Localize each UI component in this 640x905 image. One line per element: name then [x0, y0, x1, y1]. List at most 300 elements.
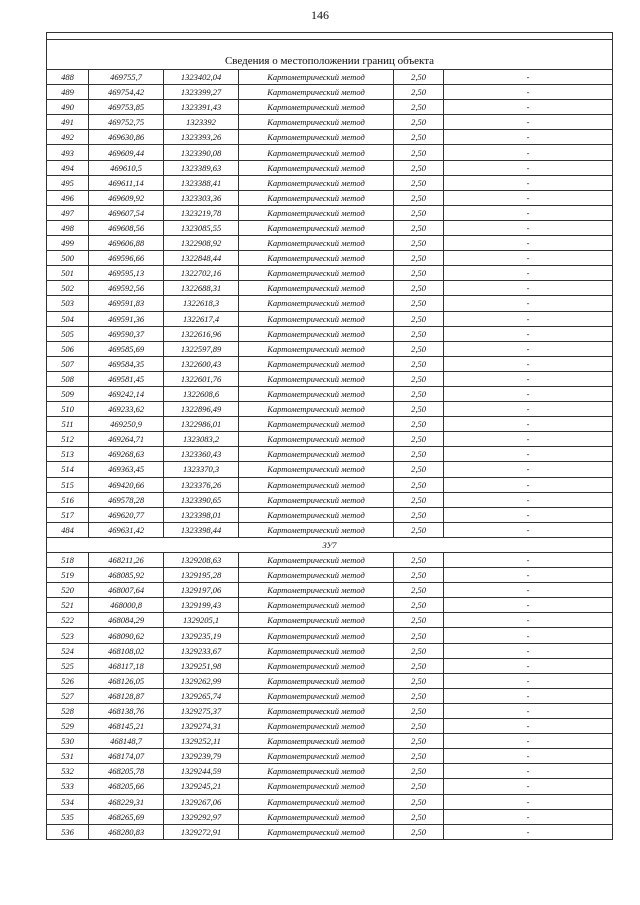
method-cell: Картометрический метод: [239, 703, 394, 718]
y-coordinate-cell: 1323389,63: [164, 160, 239, 175]
table-row: [47, 688, 613, 703]
description-cell: -: [444, 688, 613, 703]
error-cell: 2,50: [394, 462, 444, 477]
table-row: [47, 220, 613, 235]
table-row: [47, 386, 613, 401]
method-cell: Картометрический метод: [239, 613, 394, 628]
error-cell: 2,50: [394, 719, 444, 734]
y-coordinate-cell: 1329267,06: [164, 794, 239, 809]
description-cell: -: [444, 266, 613, 281]
description-cell: -: [444, 175, 613, 190]
x-coordinate-cell: 469752,75: [89, 115, 164, 130]
description-cell: -: [444, 145, 613, 160]
description-cell: -: [444, 281, 613, 296]
error-cell: 2,50: [394, 688, 444, 703]
error-cell: 2,50: [394, 220, 444, 235]
point-number-cell: 495: [47, 175, 89, 190]
point-number-cell: 502: [47, 281, 89, 296]
method-cell: Картометрический метод: [239, 507, 394, 522]
error-cell: 2,50: [394, 386, 444, 401]
method-cell: Картометрический метод: [239, 658, 394, 673]
error-cell: 2,50: [394, 205, 444, 220]
method-cell: Картометрический метод: [239, 628, 394, 643]
table-row: [47, 341, 613, 356]
method-cell: Картометрический метод: [239, 266, 394, 281]
y-coordinate-cell: 1329245,21: [164, 779, 239, 794]
error-cell: 2,50: [394, 703, 444, 718]
x-coordinate-cell: 468117,18: [89, 658, 164, 673]
point-number-cell: 498: [47, 220, 89, 235]
error-cell: 2,50: [394, 492, 444, 507]
description-cell: -: [444, 205, 613, 220]
error-cell: 2,50: [394, 824, 444, 839]
method-cell: Картометрический метод: [239, 417, 394, 432]
table-row: [47, 658, 613, 673]
method-cell: Картометрический метод: [239, 583, 394, 598]
y-coordinate-cell: 1322688,31: [164, 281, 239, 296]
y-coordinate-cell: 1322617,4: [164, 311, 239, 326]
page-number: 146: [311, 8, 329, 22]
table-row: [47, 205, 613, 220]
description-cell: -: [444, 220, 613, 235]
table-row: [47, 371, 613, 386]
description-cell: -: [444, 492, 613, 507]
point-number-cell: 531: [47, 749, 89, 764]
y-coordinate-cell: 1323392: [164, 115, 239, 130]
x-coordinate-cell: 469609,92: [89, 190, 164, 205]
error-cell: 2,50: [394, 643, 444, 658]
method-cell: Картометрический метод: [239, 749, 394, 764]
point-number-cell: 504: [47, 311, 89, 326]
point-number-cell: 520: [47, 583, 89, 598]
method-cell: Картометрический метод: [239, 764, 394, 779]
x-coordinate-cell: 469611,14: [89, 175, 164, 190]
x-coordinate-cell: 468205,66: [89, 779, 164, 794]
x-coordinate-cell: 469250,9: [89, 417, 164, 432]
table-row: [47, 568, 613, 583]
description-cell: -: [444, 462, 613, 477]
description-cell: -: [444, 719, 613, 734]
point-number-cell: 527: [47, 688, 89, 703]
point-number-cell: 509: [47, 386, 89, 401]
x-coordinate-cell: 469596,66: [89, 251, 164, 266]
error-cell: 2,50: [394, 417, 444, 432]
method-cell: Картометрический метод: [239, 220, 394, 235]
point-number-cell: 528: [47, 703, 89, 718]
description-cell: -: [444, 326, 613, 341]
method-cell: Картометрический метод: [239, 824, 394, 839]
point-number-cell: 488: [47, 70, 89, 85]
description-cell: -: [444, 583, 613, 598]
table-row: [47, 70, 613, 85]
table-row: [47, 598, 613, 613]
point-number-cell: 525: [47, 658, 89, 673]
table-row: [47, 402, 613, 417]
method-cell: Картометрический метод: [239, 794, 394, 809]
error-cell: 2,50: [394, 809, 444, 824]
point-number-cell: 516: [47, 492, 89, 507]
x-coordinate-cell: 468090,62: [89, 628, 164, 643]
table-row: [47, 794, 613, 809]
method-cell: Картометрический метод: [239, 70, 394, 85]
table-row: [47, 251, 613, 266]
y-coordinate-cell: 1322597,89: [164, 341, 239, 356]
description-cell: -: [444, 749, 613, 764]
description-cell: -: [444, 673, 613, 688]
y-coordinate-cell: 1329205,1: [164, 613, 239, 628]
x-coordinate-cell: 469607,54: [89, 205, 164, 220]
y-coordinate-cell: 1323370,3: [164, 462, 239, 477]
section-row: [47, 537, 613, 552]
y-coordinate-cell: 1322616,96: [164, 326, 239, 341]
point-number-cell: 499: [47, 236, 89, 251]
x-coordinate-cell: 468000,8: [89, 598, 164, 613]
point-number-cell: 513: [47, 447, 89, 462]
y-coordinate-cell: 1322702,16: [164, 266, 239, 281]
description-cell: -: [444, 160, 613, 175]
description-cell: -: [444, 703, 613, 718]
y-coordinate-cell: 1323398,44: [164, 522, 239, 537]
y-coordinate-cell: 1329239,79: [164, 749, 239, 764]
table-row: [47, 432, 613, 447]
error-cell: 2,50: [394, 749, 444, 764]
y-coordinate-cell: 1329252,11: [164, 734, 239, 749]
y-coordinate-cell: 1329265,74: [164, 688, 239, 703]
x-coordinate-cell: 468229,31: [89, 794, 164, 809]
description-cell: -: [444, 522, 613, 537]
method-cell: Картометрический метод: [239, 477, 394, 492]
error-cell: 2,50: [394, 281, 444, 296]
error-cell: 2,50: [394, 311, 444, 326]
y-coordinate-cell: 1322848,44: [164, 251, 239, 266]
point-number-cell: 492: [47, 130, 89, 145]
point-number-cell: 536: [47, 824, 89, 839]
method-cell: Картометрический метод: [239, 447, 394, 462]
error-cell: 2,50: [394, 628, 444, 643]
table-row: [47, 719, 613, 734]
method-cell: Картометрический метод: [239, 734, 394, 749]
error-cell: 2,50: [394, 734, 444, 749]
x-coordinate-cell: 469584,35: [89, 356, 164, 371]
x-coordinate-cell: 469595,13: [89, 266, 164, 281]
point-number-cell: 514: [47, 462, 89, 477]
description-cell: -: [444, 115, 613, 130]
table-row: [47, 522, 613, 537]
table-row: [47, 553, 613, 568]
x-coordinate-cell: 469609,44: [89, 145, 164, 160]
y-coordinate-cell: 1323083,2: [164, 432, 239, 447]
y-coordinate-cell: 1329292,97: [164, 809, 239, 824]
point-number-cell: 518: [47, 553, 89, 568]
description-cell: -: [444, 356, 613, 371]
y-coordinate-cell: 1329244,59: [164, 764, 239, 779]
x-coordinate-cell: 468211,26: [89, 553, 164, 568]
method-cell: Картометрический метод: [239, 205, 394, 220]
point-number-cell: 505: [47, 326, 89, 341]
x-coordinate-cell: 469620,77: [89, 507, 164, 522]
y-coordinate-cell: 1322908,92: [164, 236, 239, 251]
method-cell: Картометрический метод: [239, 719, 394, 734]
x-coordinate-cell: 469592,56: [89, 281, 164, 296]
point-number-cell: 526: [47, 673, 89, 688]
description-cell: -: [444, 251, 613, 266]
error-cell: 2,50: [394, 598, 444, 613]
x-coordinate-cell: 469606,88: [89, 236, 164, 251]
table-row: [47, 326, 613, 341]
error-cell: 2,50: [394, 764, 444, 779]
table-row: [47, 507, 613, 522]
description-cell: -: [444, 477, 613, 492]
method-cell: Картометрический метод: [239, 100, 394, 115]
y-coordinate-cell: 1322618,3: [164, 296, 239, 311]
description-cell: -: [444, 341, 613, 356]
method-cell: Картометрический метод: [239, 462, 394, 477]
table-row: [47, 628, 613, 643]
error-cell: 2,50: [394, 477, 444, 492]
table-title: Сведения о местоположении границ объекта: [47, 40, 613, 70]
x-coordinate-cell: 468148,7: [89, 734, 164, 749]
boundary-coordinates-table: [46, 32, 613, 840]
y-coordinate-cell: 1322601,76: [164, 371, 239, 386]
point-number-cell: 519: [47, 568, 89, 583]
table-row: [47, 145, 613, 160]
x-coordinate-cell: 469233,62: [89, 402, 164, 417]
method-cell: Картометрический метод: [239, 643, 394, 658]
x-coordinate-cell: 468084,29: [89, 613, 164, 628]
x-coordinate-cell: 469578,28: [89, 492, 164, 507]
point-number-cell: 534: [47, 794, 89, 809]
table-row: [47, 673, 613, 688]
y-coordinate-cell: 1323390,08: [164, 145, 239, 160]
y-coordinate-cell: 1323399,27: [164, 85, 239, 100]
y-coordinate-cell: 1323303,36: [164, 190, 239, 205]
x-coordinate-cell: 469610,5: [89, 160, 164, 175]
point-number-cell: 507: [47, 356, 89, 371]
y-coordinate-cell: 1323360,43: [164, 447, 239, 462]
method-cell: Картометрический метод: [239, 251, 394, 266]
x-coordinate-cell: 469363,45: [89, 462, 164, 477]
y-coordinate-cell: 1323219,78: [164, 205, 239, 220]
table-row: [47, 190, 613, 205]
empty-top-row: [47, 33, 613, 40]
point-number-cell: 484: [47, 522, 89, 537]
error-cell: 2,50: [394, 553, 444, 568]
method-cell: Картометрический метод: [239, 281, 394, 296]
x-coordinate-cell: 468145,21: [89, 719, 164, 734]
error-cell: 2,50: [394, 522, 444, 537]
error-cell: 2,50: [394, 568, 444, 583]
point-number-cell: 494: [47, 160, 89, 175]
point-number-cell: 512: [47, 432, 89, 447]
error-cell: 2,50: [394, 371, 444, 386]
x-coordinate-cell: 468174,07: [89, 749, 164, 764]
method-cell: Картометрический метод: [239, 326, 394, 341]
x-coordinate-cell: 468126,05: [89, 673, 164, 688]
point-number-cell: 521: [47, 598, 89, 613]
point-number-cell: 523: [47, 628, 89, 643]
description-cell: -: [444, 628, 613, 643]
description-cell: -: [444, 432, 613, 447]
point-number-cell: 533: [47, 779, 89, 794]
point-number-cell: 493: [47, 145, 89, 160]
point-number-cell: 489: [47, 85, 89, 100]
method-cell: Картометрический метод: [239, 296, 394, 311]
method-cell: Картометрический метод: [239, 311, 394, 326]
description-cell: -: [444, 70, 613, 85]
table-row: [47, 703, 613, 718]
y-coordinate-cell: 1323391,43: [164, 100, 239, 115]
description-cell: -: [444, 809, 613, 824]
point-number-cell: 497: [47, 205, 89, 220]
table-row: [47, 583, 613, 598]
table-row: [47, 779, 613, 794]
table-row: [47, 417, 613, 432]
point-number-cell: 535: [47, 809, 89, 824]
table-row: [47, 462, 613, 477]
point-number-cell: 506: [47, 341, 89, 356]
error-cell: 2,50: [394, 341, 444, 356]
y-coordinate-cell: 1323085,55: [164, 220, 239, 235]
y-coordinate-cell: 1329233,67: [164, 643, 239, 658]
table-row: [47, 613, 613, 628]
error-cell: 2,50: [394, 779, 444, 794]
error-cell: 2,50: [394, 356, 444, 371]
method-cell: Картометрический метод: [239, 673, 394, 688]
point-number-cell: 517: [47, 507, 89, 522]
x-coordinate-cell: 469608,56: [89, 220, 164, 235]
method-cell: Картометрический метод: [239, 175, 394, 190]
point-number-cell: 491: [47, 115, 89, 130]
y-coordinate-cell: 1329262,99: [164, 673, 239, 688]
error-cell: 2,50: [394, 266, 444, 281]
error-cell: 2,50: [394, 190, 444, 205]
y-coordinate-cell: 1329272,91: [164, 824, 239, 839]
point-number-cell: 532: [47, 764, 89, 779]
error-cell: 2,50: [394, 326, 444, 341]
method-cell: Картометрический метод: [239, 779, 394, 794]
method-cell: Картометрический метод: [239, 492, 394, 507]
error-cell: 2,50: [394, 296, 444, 311]
method-cell: Картометрический метод: [239, 598, 394, 613]
point-number-cell: 522: [47, 613, 89, 628]
y-coordinate-cell: 1329274,31: [164, 719, 239, 734]
point-number-cell: 500: [47, 251, 89, 266]
description-cell: -: [444, 402, 613, 417]
y-coordinate-cell: 1322600,43: [164, 356, 239, 371]
method-cell: Картометрический метод: [239, 402, 394, 417]
x-coordinate-cell: 469754,42: [89, 85, 164, 100]
x-coordinate-cell: 469631,42: [89, 522, 164, 537]
table-row: [47, 85, 613, 100]
error-cell: 2,50: [394, 432, 444, 447]
point-number-cell: 511: [47, 417, 89, 432]
error-cell: 2,50: [394, 236, 444, 251]
point-number-cell: 510: [47, 402, 89, 417]
method-cell: Картометрический метод: [239, 386, 394, 401]
y-coordinate-cell: 1323402,04: [164, 70, 239, 85]
table-row: [47, 809, 613, 824]
y-coordinate-cell: 1323398,01: [164, 507, 239, 522]
error-cell: 2,50: [394, 145, 444, 160]
description-cell: -: [444, 779, 613, 794]
x-coordinate-cell: 469581,45: [89, 371, 164, 386]
y-coordinate-cell: 1329195,28: [164, 568, 239, 583]
x-coordinate-cell: 469585,69: [89, 341, 164, 356]
table-row: [47, 764, 613, 779]
error-cell: 2,50: [394, 673, 444, 688]
table-row: [47, 236, 613, 251]
description-cell: -: [444, 643, 613, 658]
y-coordinate-cell: 1322986,01: [164, 417, 239, 432]
description-cell: -: [444, 100, 613, 115]
description-cell: -: [444, 734, 613, 749]
x-coordinate-cell: 469420,66: [89, 477, 164, 492]
y-coordinate-cell: 1323376,26: [164, 477, 239, 492]
x-coordinate-cell: 469755,7: [89, 70, 164, 85]
error-cell: 2,50: [394, 100, 444, 115]
y-coordinate-cell: 1322896,49: [164, 402, 239, 417]
description-cell: -: [444, 386, 613, 401]
method-cell: Картометрический метод: [239, 160, 394, 175]
description-cell: -: [444, 613, 613, 628]
table-row: [47, 130, 613, 145]
error-cell: 2,50: [394, 583, 444, 598]
y-coordinate-cell: 1329251,98: [164, 658, 239, 673]
error-cell: 2,50: [394, 507, 444, 522]
x-coordinate-cell: 468280,83: [89, 824, 164, 839]
y-coordinate-cell: 1329208,63: [164, 553, 239, 568]
point-number-cell: 496: [47, 190, 89, 205]
table-row: [47, 643, 613, 658]
y-coordinate-cell: 1329199,43: [164, 598, 239, 613]
point-number-cell: 529: [47, 719, 89, 734]
table-row: [47, 477, 613, 492]
table-row: [47, 447, 613, 462]
point-number-cell: 524: [47, 643, 89, 658]
method-cell: Картометрический метод: [239, 130, 394, 145]
method-cell: Картометрический метод: [239, 809, 394, 824]
point-number-cell: 508: [47, 371, 89, 386]
method-cell: Картометрический метод: [239, 341, 394, 356]
error-cell: 2,50: [394, 160, 444, 175]
description-cell: -: [444, 190, 613, 205]
error-cell: 2,50: [394, 85, 444, 100]
description-cell: -: [444, 507, 613, 522]
table-row: [47, 311, 613, 326]
point-number-cell: 490: [47, 100, 89, 115]
description-cell: -: [444, 296, 613, 311]
method-cell: Картометрический метод: [239, 190, 394, 205]
table-row: [47, 356, 613, 371]
error-cell: 2,50: [394, 251, 444, 266]
x-coordinate-cell: 469591,36: [89, 311, 164, 326]
y-coordinate-cell: 1323388,41: [164, 175, 239, 190]
method-cell: Картометрический метод: [239, 371, 394, 386]
y-coordinate-cell: 1322608,6: [164, 386, 239, 401]
method-cell: Картометрический метод: [239, 688, 394, 703]
x-coordinate-cell: 468085,92: [89, 568, 164, 583]
table-row: [47, 734, 613, 749]
error-cell: 2,50: [394, 447, 444, 462]
description-cell: -: [444, 236, 613, 251]
point-number-cell: 530: [47, 734, 89, 749]
description-cell: -: [444, 130, 613, 145]
error-cell: 2,50: [394, 175, 444, 190]
x-coordinate-cell: 469264,71: [89, 432, 164, 447]
x-coordinate-cell: 468138,76: [89, 703, 164, 718]
x-coordinate-cell: 469590,37: [89, 326, 164, 341]
table-row: [47, 281, 613, 296]
